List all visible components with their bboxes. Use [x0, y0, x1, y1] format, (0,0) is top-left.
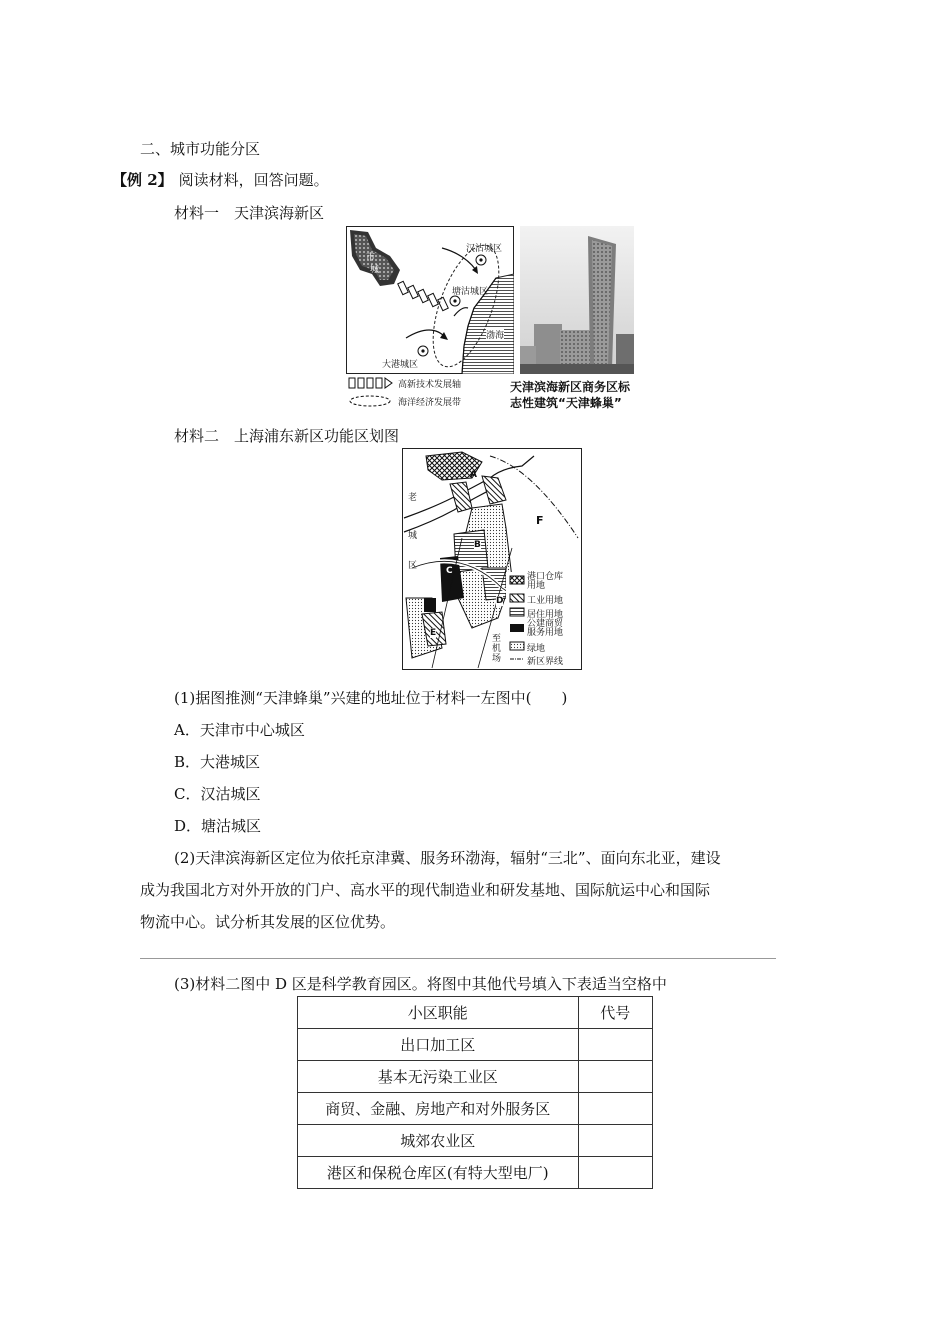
legend-commercial-label1: 公建商贸 — [527, 619, 564, 629]
map1-label-hangu: 汉沽城区 — [466, 244, 503, 254]
map2-label-B: B — [474, 540, 481, 550]
q2-line3: 物流中心。试分析其发展的区位优势。 — [140, 913, 396, 931]
legend-belt-label: 海洋经济发展带 — [398, 398, 462, 408]
legend-axis-label: 高新技术发展轴 — [398, 380, 462, 390]
table-cell-function: 出口加工区 — [298, 1029, 579, 1061]
table-cell-function: 商贸、金融、房地产和对外服务区 — [298, 1093, 579, 1125]
map1-label-city: 市 — [366, 253, 376, 263]
q1-stem: (1)据图推测“天津蜂巢”兴建的地址位于材料一左图中( ) — [174, 689, 568, 707]
legend-industrial: 工业用地 — [527, 596, 564, 606]
legend-port — [527, 573, 563, 591]
legend-port-label2: 用地 — [527, 581, 546, 591]
map1-legend — [348, 376, 518, 410]
q2-line1: (2)天津滨海新区定位为依托京津冀、服务环渤海，辐射“三北”、面向东北亚，建设 — [174, 849, 721, 867]
material1-title: 材料一 天津滨海新区 — [174, 204, 325, 222]
airport-char-1: 至 — [492, 634, 502, 644]
legend-commercial-label2: 服务用地 — [527, 628, 564, 638]
tianjin-binhai-map — [346, 226, 514, 374]
q1-option-d: D．塘沽城区 — [174, 817, 262, 835]
tianjin-beehive-photo — [520, 226, 634, 374]
q1-option-c: C．汉沽城区 — [174, 785, 261, 803]
map2-label-C: C — [446, 566, 453, 576]
table-cell-code[interactable] — [578, 1157, 652, 1189]
table-row — [298, 1061, 653, 1093]
q3-stem: (3)材料二图中 D 区是科学教育园区。将图中其他代号填入下表适当空格中 — [174, 975, 667, 993]
map2-label-F: F — [536, 514, 544, 527]
legend-commercial — [527, 620, 563, 638]
legend-green: 绿地 — [527, 644, 546, 654]
map2-label-A: A — [470, 470, 477, 480]
table-header-function: 小区职能 — [298, 997, 579, 1029]
table-header-row — [298, 997, 653, 1029]
answer-line[interactable] — [140, 958, 776, 959]
table-cell-code[interactable] — [578, 1125, 652, 1157]
table-cell-code[interactable] — [578, 1029, 652, 1061]
table-cell-function: 港区和保税仓库区(有特大型电厂) — [298, 1157, 579, 1189]
table-row — [298, 1157, 653, 1189]
photo-caption-line1: 天津滨海新区商务区标 — [510, 380, 631, 394]
map2-label-E: E — [430, 628, 437, 638]
table-header-code: 代号 — [578, 997, 652, 1029]
example-line — [112, 170, 329, 190]
table-cell-function: 城郊农业区 — [298, 1125, 579, 1157]
legend-boundary: 新区界线 — [527, 657, 564, 667]
map1-label-tanggu: 塘沽城区 — [452, 287, 489, 297]
map2-label-old-city-1: 老 — [408, 493, 418, 503]
table-cell-code[interactable] — [578, 1093, 652, 1125]
airport-char-3: 场 — [492, 654, 502, 664]
q1-option-b: B．大港城区 — [174, 753, 261, 771]
map2-label-D: D — [496, 596, 504, 606]
pudong-zoning-map — [402, 448, 582, 670]
example-tag: 【例 2】 — [112, 171, 173, 189]
map2-label-old-city-2: 城 — [408, 531, 418, 541]
q1-option-a: A．天津市中心城区 — [174, 721, 305, 739]
map1-label-center: 城 — [370, 265, 380, 275]
legend-port-label1: 港口仓库 — [527, 572, 564, 582]
example-text: 阅读材料，回答问题。 — [178, 171, 329, 189]
photo-caption-line2: 志性建筑“天津蜂巢” — [510, 396, 622, 410]
section-heading: 二、城市功能分区 — [140, 140, 261, 158]
q2-line2: 成为我国北方对外开放的门户、高水平的现代制造业和研发基地、国际航运中心和国际 — [140, 881, 711, 899]
table-cell-code[interactable] — [578, 1061, 652, 1093]
function-zone-table — [297, 996, 653, 1189]
map2-label-airport — [492, 634, 501, 664]
table-cell-function: 基本无污染工业区 — [298, 1061, 579, 1093]
table-row — [298, 1029, 653, 1061]
map1-label-sea: 渤海 — [486, 328, 504, 341]
material2-title: 材料二 上海浦东新区功能区划图 — [174, 427, 400, 445]
map2-label-old-city-3: 区 — [408, 561, 418, 571]
photo-caption — [510, 379, 630, 411]
legend-residential: 居住用地 — [527, 610, 564, 620]
airport-char-2: 机 — [492, 644, 502, 654]
map1-label-dagang: 大港城区 — [382, 360, 419, 370]
table-row — [298, 1093, 653, 1125]
table-row — [298, 1125, 653, 1157]
